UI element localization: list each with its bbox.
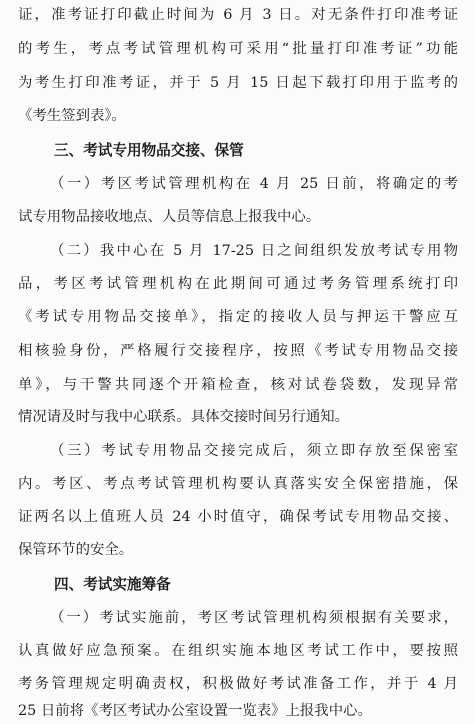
text-line-15: 内。考区、考点考试管理机构要认真落实安全保密措施，保	[18, 476, 458, 492]
text-line-19: （一）考试实施前，考区考试管理机构须根据有关要求，	[50, 610, 458, 626]
text-line-10: 《考试专用物品交接单》，指定的接收人员与押运干警应互	[18, 309, 458, 325]
text-line-3: 为考生打印准考证，并于 5 月 15 日起下载打印用于监考的	[18, 75, 458, 91]
text-line-20: 认真做好应急预案。在组织实施本地区考试工作中，要按照	[18, 643, 458, 659]
text-line-22: 25 日前将《考区考试办公室设置一览表》上报我中心。	[18, 703, 372, 719]
text-line-21: 考务管理规定明确责权，积极做好考试准备工作，并于 4 月	[18, 676, 458, 692]
text-line-2: 的考生，考点考试管理机构可采用“批量打印准考证”功能	[18, 41, 458, 57]
text-line-7: 试专用物品接收地点、人员等信息上报我中心。	[18, 209, 321, 225]
text-line-4: 《考生签到表》。	[18, 108, 126, 124]
section-heading-3: 三、考试专用物品交接、保管	[54, 142, 244, 159]
text-line-1: 证，准考证打印截止时间为 6 月 3 日。对无条件打印准考证	[18, 7, 458, 23]
section-heading-4: 四、考试实施筹备	[54, 576, 171, 593]
text-line-16: 证两名以上值班人员 24 小时值守，确保考试专用物品交接、	[18, 509, 458, 525]
text-line-17: 保管环节的安全。	[18, 542, 134, 558]
text-line-9: 品，考区考试管理机构在此期间可通过考务管理系统打印	[18, 276, 458, 292]
text-line-13: 情况请及时与我中心联系。具体交接时间另行通知。	[18, 409, 349, 425]
text-line-8: （二）我中心在 5 月 17-25 日之间组织发放考试专用物	[50, 243, 458, 259]
text-line-12: 单》，与干警共同逐个开箱检查，核对试卷袋数，发现异常	[18, 377, 458, 393]
text-line-14: （三）考试专用物品交接完成后，须立即存放至保密室	[50, 443, 458, 459]
text-line-6: （一）考区考试管理机构在 4 月 25 日前，将确定的考	[50, 176, 458, 192]
text-line-11: 相核验身份，严格履行交接程序，按照《考试专用物品交接	[18, 343, 458, 359]
